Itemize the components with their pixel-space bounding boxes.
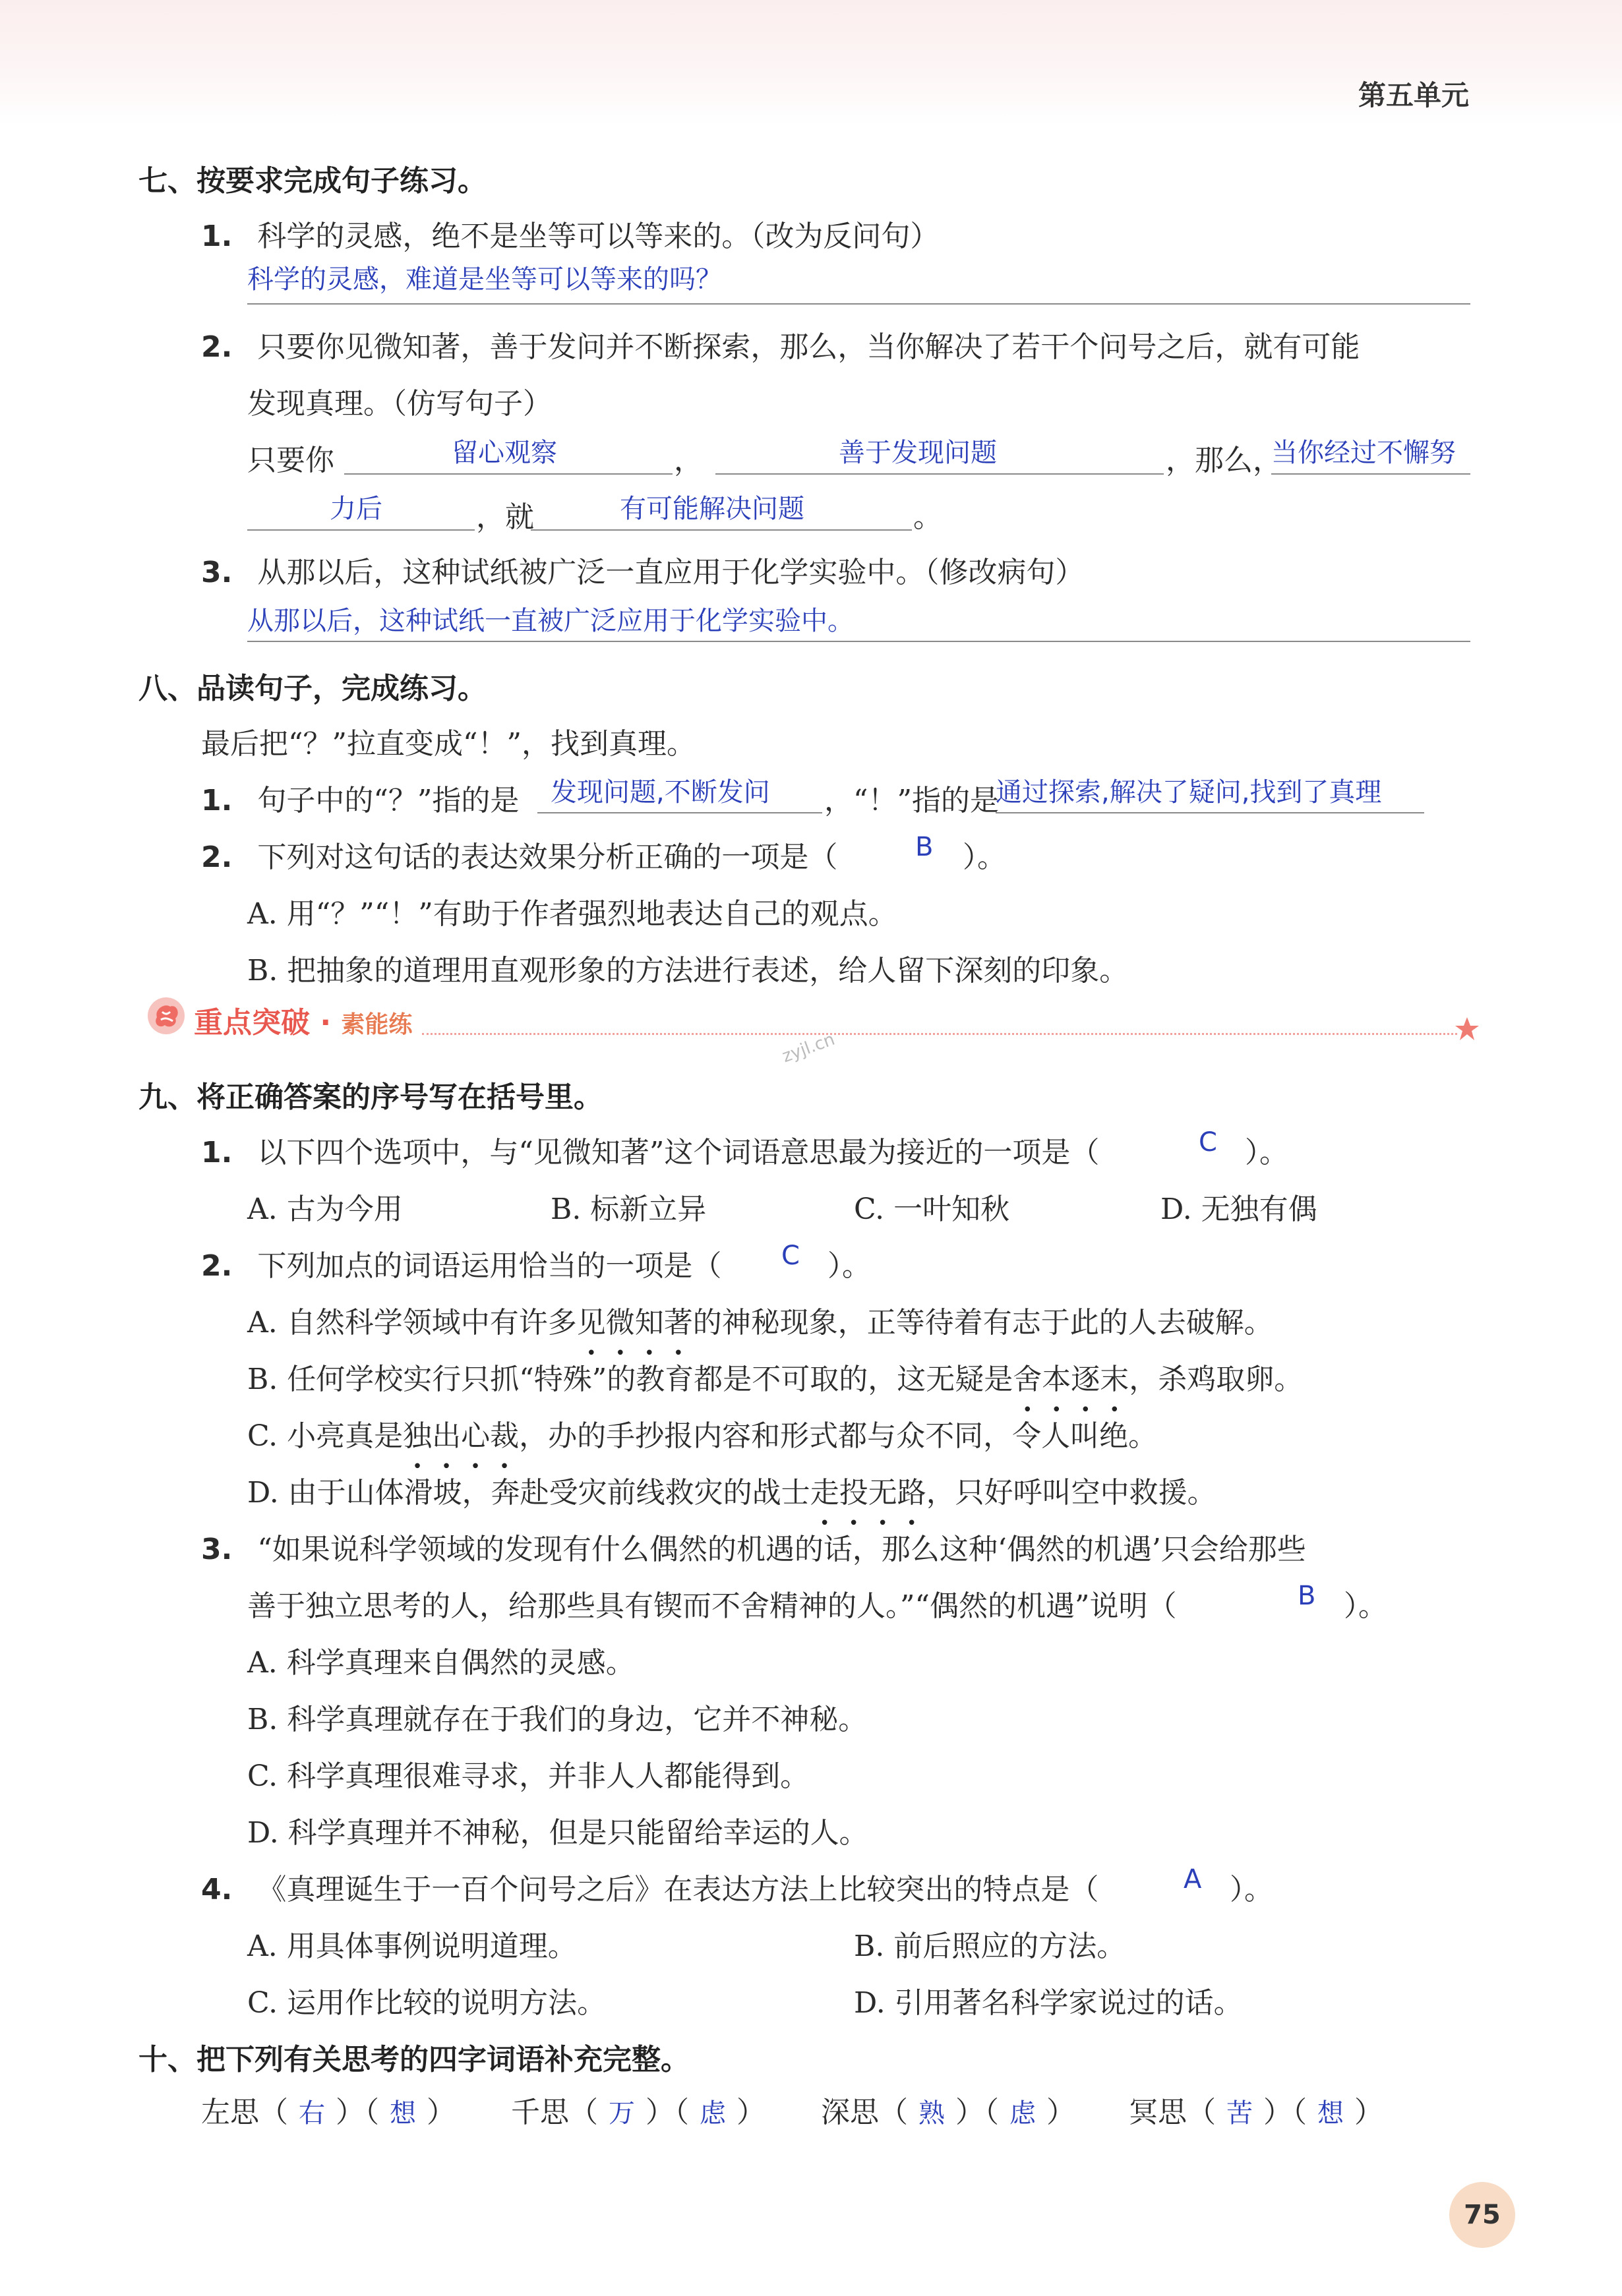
word-suffix: ） bbox=[427, 2096, 456, 2129]
banner-title bbox=[194, 999, 412, 1041]
fill-answer: 苦 bbox=[1226, 2098, 1253, 2129]
s7-q2-answer-1: 留心观察 bbox=[452, 438, 557, 468]
fill-answer: 熟 bbox=[918, 2098, 945, 2129]
s9-q2-answer: C bbox=[781, 1241, 800, 1271]
emphasis-char: 出 bbox=[432, 1419, 462, 1453]
emphasis-char: 本 bbox=[1042, 1363, 1071, 1396]
question-text: 以下四个选项中，与“见微知著”这个词语意思最为接近的一项是（ bbox=[257, 1136, 1100, 1169]
word-suffix: ） bbox=[736, 2096, 766, 2129]
option-text: ，杀鸡取卵。 bbox=[1129, 1363, 1304, 1396]
q-number: 4. bbox=[201, 1873, 233, 1906]
banner-dotted-line bbox=[422, 1033, 1457, 1035]
s10-item-1 bbox=[201, 2088, 456, 2131]
q-number: 1. bbox=[201, 1136, 233, 1169]
s9-q3-option-d: D. 科学真理并不神秘，但是只能留给幸运的人。 bbox=[247, 1816, 868, 1850]
option-text: D. 由于山体滑坡，奔赴受灾前线救灾的战士 bbox=[247, 1476, 810, 1510]
section-7-title: 七、按要求完成句子练习。 bbox=[138, 164, 487, 198]
answer-line bbox=[344, 473, 673, 475]
word-mid: ）（ bbox=[1263, 2096, 1307, 2129]
s7-q2-answer-4: 力后 bbox=[330, 494, 382, 524]
question-text: 从那以后，这种试纸被广泛一直应用于化学实验中。（修改病句） bbox=[257, 556, 1085, 589]
dotted-word bbox=[1013, 1363, 1129, 1396]
fill-answer: 右 bbox=[299, 2098, 325, 2129]
s9-q2-option-a bbox=[247, 1299, 1273, 1341]
s7-q1 bbox=[201, 212, 939, 254]
s8-q1-mid: ，“！”指的是 bbox=[824, 784, 999, 817]
s9-q4 bbox=[201, 1866, 1098, 1908]
s9-q1-option-a: A. 古为今用 bbox=[247, 1192, 403, 1226]
brain-icon bbox=[145, 995, 187, 1037]
s8-q1-answer-2: 通过探索,解决了疑问,找到了真理 bbox=[996, 777, 1382, 808]
question-text: 下列对这句话的表达效果分析正确的一项是（ bbox=[257, 840, 838, 874]
word-prefix: 左思（ bbox=[201, 2096, 288, 2129]
s8-q2-option-a: A. 用“？”“！”有助于作者强烈地表达自己的观点。 bbox=[247, 897, 897, 931]
option-text: A. 自然科学领域中有许多 bbox=[247, 1306, 577, 1339]
answer-line bbox=[996, 812, 1424, 813]
s10-item-4 bbox=[1129, 2088, 1383, 2131]
s9-q3-line2: 善于独立思考的人，给那些具有锲而不舍精神的人。”“偶然的机遇”说明（ bbox=[247, 1589, 1177, 1623]
emphasis-char: 路 bbox=[897, 1476, 926, 1510]
answer-line bbox=[247, 529, 475, 531]
s7-q2-line2: 发现真理。（仿写句子） bbox=[247, 387, 552, 421]
s9-q3-option-c: C. 科学真理很难寻求，并非人人都能得到。 bbox=[247, 1759, 810, 1793]
s7-q2-answer-5: 有可能解决问题 bbox=[620, 494, 804, 524]
word-mid: ）（ bbox=[955, 2096, 999, 2129]
answer-line bbox=[531, 529, 912, 531]
paren-close: ）。 bbox=[1245, 1136, 1288, 1169]
s9-q4-option-d: D. 引用著名科学家说过的话。 bbox=[854, 1986, 1243, 2020]
word-prefix: 千思（ bbox=[511, 2096, 598, 2129]
emphasis-char: 著 bbox=[663, 1306, 693, 1339]
s7-q2-line1 bbox=[201, 323, 1360, 365]
s8-q2-option-b: B. 把抽象的道理用直观形象的方法进行表述，给人留下深刻的印象。 bbox=[247, 954, 1129, 987]
fill-answer: 虑 bbox=[700, 2098, 726, 2129]
s9-q2-option-d bbox=[247, 1469, 1216, 1511]
word-mid: ）（ bbox=[336, 2096, 379, 2129]
q-number: 1. bbox=[201, 220, 233, 253]
emphasis-char: 知 bbox=[634, 1306, 664, 1339]
dotted-word bbox=[403, 1419, 519, 1453]
question-text: 下列加点的词语运用恰当的一项是（ bbox=[257, 1249, 722, 1283]
word-mid: ）（ bbox=[646, 2096, 689, 2129]
s9-q1-option-d: D. 无独有偶 bbox=[1160, 1192, 1317, 1226]
s9-q1 bbox=[201, 1129, 1099, 1171]
s9-q3-option-b: B. 科学真理就存在于我们的身边，它并不神秘。 bbox=[247, 1703, 868, 1736]
s8-q2 bbox=[201, 833, 837, 875]
page-number: 75 bbox=[1449, 2182, 1515, 2248]
s9-q1-option-c: C. 一叶知秋 bbox=[854, 1192, 1010, 1226]
question-text: 科学的灵感，绝不是坐等可以等来的。（改为反问句） bbox=[257, 220, 940, 253]
option-text: ，只好呼叫空中救援。 bbox=[926, 1476, 1216, 1510]
s9-q2 bbox=[201, 1242, 721, 1284]
s9-q4-option-b: B. 前后照应的方法。 bbox=[854, 1929, 1126, 1963]
option-text: ，办的手抄报内容和形式都与众不同，令人叫绝。 bbox=[519, 1419, 1158, 1453]
option-text: 的神秘现象，正等待着有志于此的人去破解。 bbox=[692, 1306, 1273, 1339]
q-number: 3. bbox=[201, 1533, 233, 1566]
s9-q2-option-c bbox=[247, 1412, 1157, 1454]
star-icon bbox=[1454, 1016, 1480, 1042]
answer-line bbox=[715, 473, 1164, 475]
s9-q1-answer: C bbox=[1199, 1127, 1217, 1158]
emphasis-char: 微 bbox=[605, 1306, 635, 1339]
answer-line bbox=[247, 641, 1470, 642]
emphasis-char: 裁 bbox=[490, 1419, 520, 1453]
unit-label: 第五单元 bbox=[1358, 79, 1469, 111]
emphasis-char: 见 bbox=[576, 1306, 606, 1339]
fill-answer: 想 bbox=[390, 2098, 416, 2129]
question-text: “如果说科学领域的发现有什么偶然的机遇的话，那么这种‘偶然的机遇’只会给那些 bbox=[257, 1533, 1306, 1566]
word-prefix: 冥思（ bbox=[1129, 2096, 1216, 2129]
emphasis-char: 末 bbox=[1100, 1363, 1129, 1396]
watermark: zyjl.cn bbox=[779, 1029, 838, 1067]
word-prefix: 深思（ bbox=[821, 2096, 908, 2129]
section-10-title: 十、把下列有关思考的四字词语补充完整。 bbox=[138, 2043, 690, 2076]
s9-q2-option-b bbox=[247, 1355, 1303, 1398]
connector-then: ，那么， bbox=[1166, 444, 1282, 477]
s9-q4-option-c: C. 运用作比较的说明方法。 bbox=[247, 1986, 607, 2020]
s10-item-2 bbox=[511, 2088, 766, 2131]
question-text: 句子中的“？”指的是 bbox=[257, 784, 520, 817]
section-8-title: 八、品读句子，完成练习。 bbox=[138, 672, 487, 705]
connector-jiu: ，就 bbox=[476, 500, 534, 534]
s9-q3-answer: B bbox=[1298, 1581, 1316, 1611]
s7-q3-answer: 从那以后，这种试纸一直被广泛应用于化学实验中。 bbox=[247, 606, 854, 636]
answer-line bbox=[1271, 473, 1470, 475]
banner-dot: · bbox=[320, 1006, 332, 1040]
emphasis-char: 舍 bbox=[1013, 1363, 1042, 1396]
s8-q2-answer: B bbox=[915, 832, 934, 862]
emphasis-char: 走 bbox=[810, 1476, 839, 1510]
s7-q1-answer: 科学的灵感，难道是坐等可以等来的吗？ bbox=[247, 264, 722, 295]
s7-q2-answer-2: 善于发现问题 bbox=[839, 438, 997, 468]
emphasis-char: 逐 bbox=[1071, 1363, 1100, 1396]
paren-close: ）。 bbox=[1230, 1873, 1273, 1906]
emphasis-char: 心 bbox=[461, 1419, 491, 1453]
s8-q1-answer-1: 发现问题,不断发问 bbox=[551, 777, 770, 808]
s8-q1 bbox=[201, 777, 519, 819]
answer-line bbox=[537, 812, 822, 813]
fill-answer: 万 bbox=[609, 2098, 635, 2129]
banner-sub: 素能练 bbox=[341, 1011, 413, 1038]
q-number: 2. bbox=[201, 330, 233, 364]
s9-q4-answer: A bbox=[1184, 1864, 1202, 1895]
s7-q3 bbox=[201, 548, 1084, 591]
s9-q4-option-a: A. 用具体事例说明道理。 bbox=[247, 1929, 577, 1963]
dotted-word bbox=[577, 1306, 693, 1339]
comma: ， bbox=[674, 444, 703, 477]
answer-line bbox=[247, 303, 1470, 305]
s9-q1-option-b: B. 标新立异 bbox=[551, 1192, 707, 1226]
emphasis-char: 无 bbox=[868, 1476, 897, 1510]
q-number: 1. bbox=[201, 784, 233, 817]
question-text: 只要你见微知著，善于发问并不断探索，那么，当你解决了若干个问号之后，就有可能 bbox=[257, 330, 1360, 364]
paren-close: ）。 bbox=[963, 840, 1006, 874]
option-text: C. 小亮真是 bbox=[247, 1419, 404, 1453]
s8-quote: 最后把“？”拉直变成“！”，找到真理。 bbox=[201, 727, 696, 761]
q-number: 3. bbox=[201, 556, 233, 589]
word-suffix: ） bbox=[1046, 2096, 1075, 2129]
s10-item-3 bbox=[821, 2088, 1075, 2131]
paren-close: ）。 bbox=[827, 1249, 871, 1283]
option-text: B. 任何学校实行只抓“特殊”的教育都是不可取的，这无疑是 bbox=[247, 1363, 1013, 1396]
banner-main: 重点突破 bbox=[194, 1006, 310, 1040]
word-suffix: ） bbox=[1354, 2096, 1383, 2129]
emphasis-char: 投 bbox=[839, 1476, 868, 1510]
fill-answer: 虑 bbox=[1009, 2098, 1036, 2129]
paren-close: ）。 bbox=[1344, 1589, 1387, 1623]
emphasis-char: 独 bbox=[403, 1419, 433, 1453]
dotted-word bbox=[810, 1476, 926, 1510]
section-9-title: 九、将正确答案的序号写在括号里。 bbox=[138, 1080, 603, 1114]
s7-q2-answer-3: 当你经过不懈努 bbox=[1271, 438, 1456, 468]
q-number: 2. bbox=[201, 1249, 233, 1283]
s7-q2-prefix: 只要你 bbox=[247, 444, 334, 477]
s9-q3-line1 bbox=[201, 1525, 1306, 1568]
question-text: 《真理诞生于一百个问号之后》在表达方法上比较突出的特点是（ bbox=[257, 1873, 1099, 1906]
fill-answer: 想 bbox=[1317, 2098, 1344, 2129]
period: 。 bbox=[913, 500, 942, 534]
s9-q3-option-a: A. 科学真理来自偶然的灵感。 bbox=[247, 1646, 635, 1680]
q-number: 2. bbox=[201, 840, 233, 874]
